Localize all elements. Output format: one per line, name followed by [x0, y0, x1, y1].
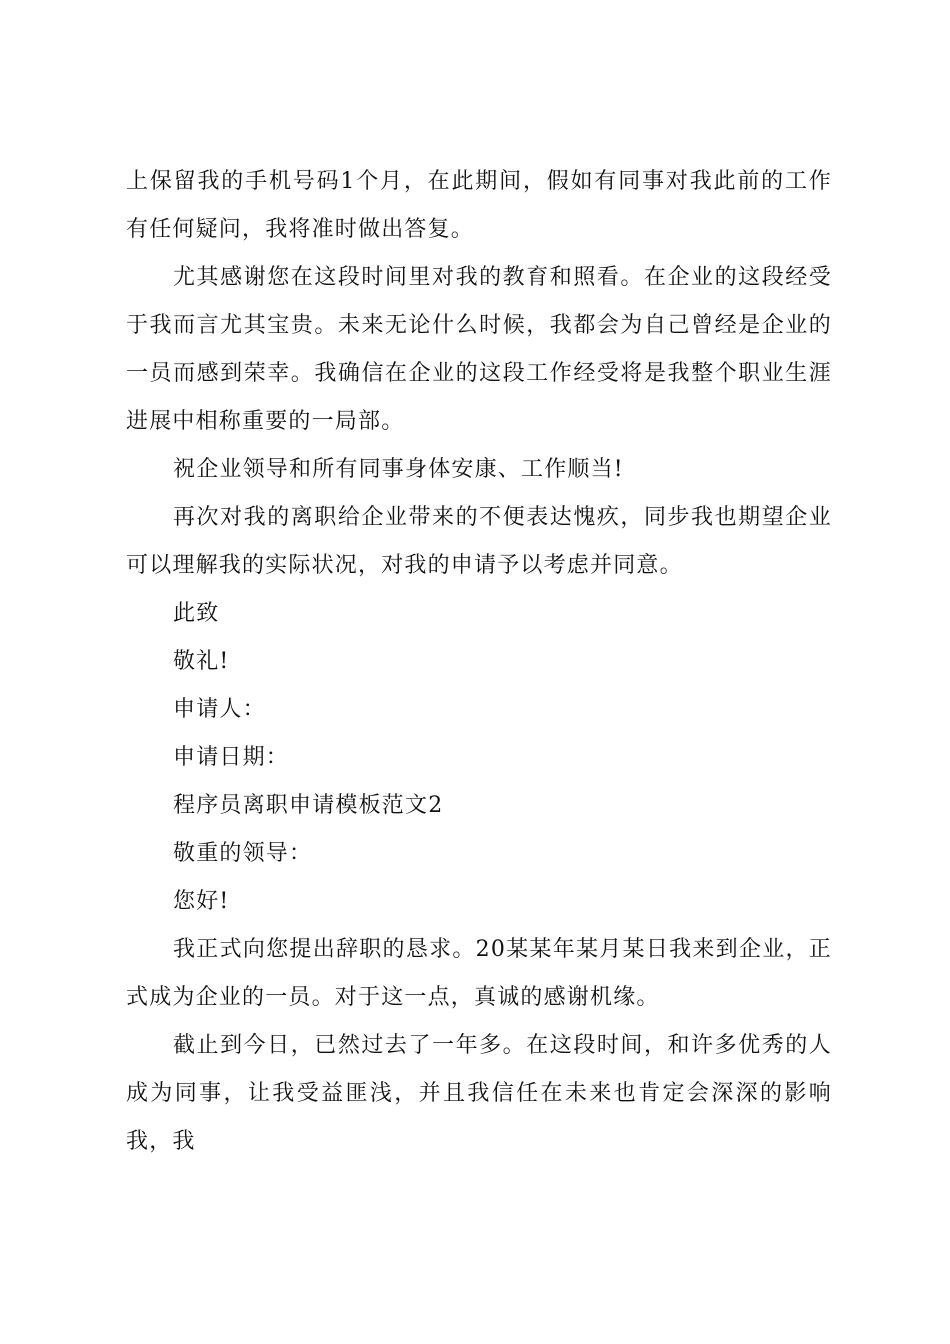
paragraph-gratitude: 尤其感谢您在这段时间里对我的教育和照看。在企业的这段经受于我而言尤其宝贵。未来无论什么时候，我都会为自己曾经是企业的一员而感到荣幸。我确信在企业的这段工作经受将是我整个职业生涯进展中相称重要的一局部。 — [126, 265, 832, 434]
application-date-label: 申请日期： — [173, 745, 290, 770]
applicant-label: 申请人： — [173, 697, 266, 722]
paragraph-resignation-request: 我正式向您提出辞职的恳求。20某某年某月某日我来到企业，正式成为企业的一员。对于这一点，真诚的感谢机缘。 — [126, 937, 832, 1010]
closing-salutation: 此致 — [173, 601, 220, 626]
paragraph-wishes: 祝企业领导和所有同事身体安康、工作顺当! — [173, 457, 624, 482]
section-title: 程序员离职申请模板范文2 — [173, 793, 444, 818]
closing-regards: 敬礼! — [173, 649, 230, 674]
greeting-hello: 您好! — [173, 889, 230, 914]
greeting-recipient: 敬重的领导： — [173, 841, 313, 866]
paragraph-phone-retention: 上保留我的手机号码1个月，在此期间，假如有同事对我此前的工作有任何疑问，我将准时做出答复。 — [126, 169, 832, 242]
paragraph-apology: 再次对我的离职给企业带来的不便表达愧疚，同步我也期望企业可以理解我的实际状况，对我的申请予以考虑并同意。 — [126, 505, 832, 578]
paragraph-reflection: 截止到今日，已然过去了一年多。在这段时间，和许多优秀的人成为同事，让我受益匪浅，并且我信任在未来也肯定会深深的影响我，我 — [126, 1033, 832, 1154]
document-body — [126, 158, 832, 1166]
